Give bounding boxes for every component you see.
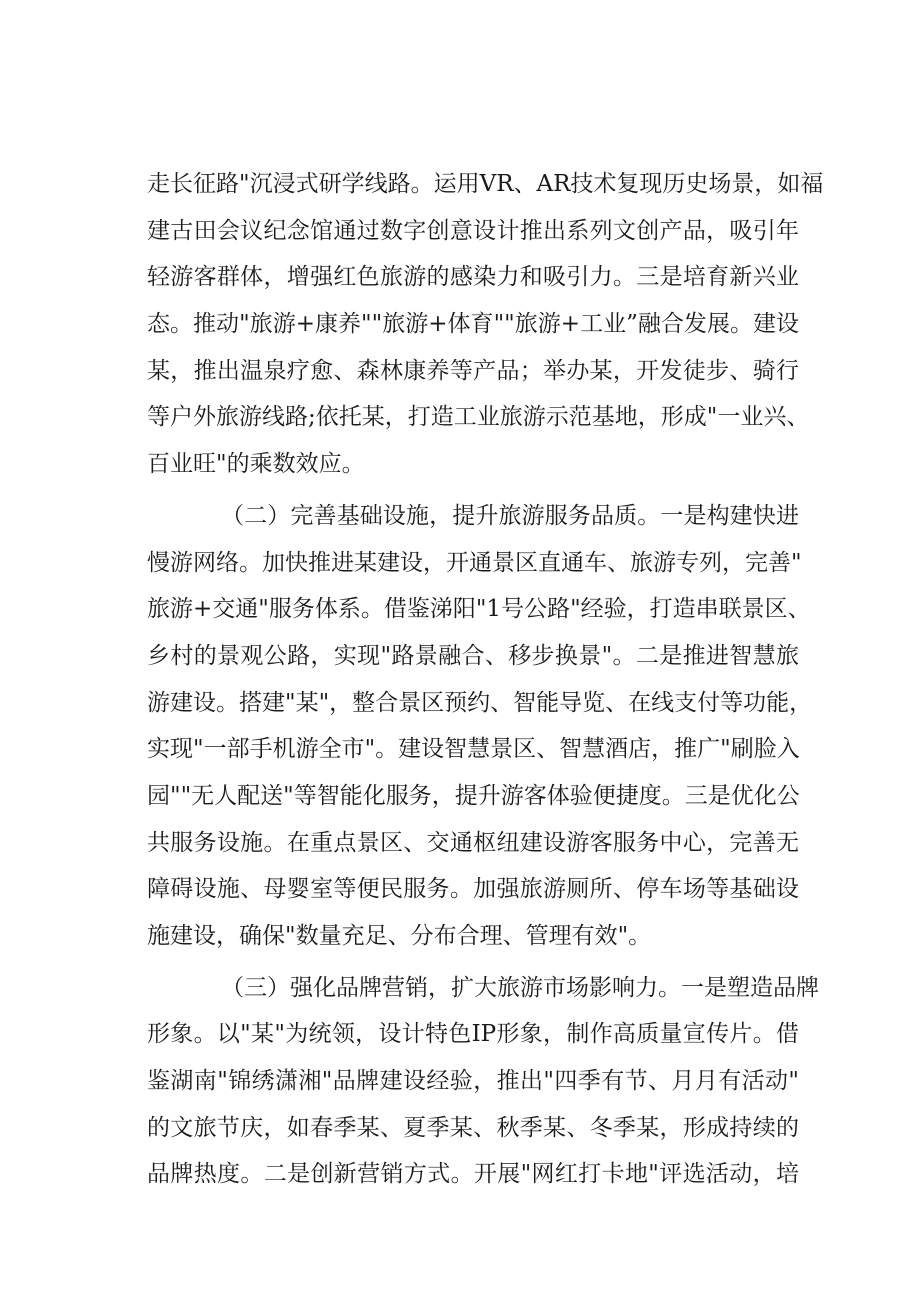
paragraph-line: 施建设，确保"数量充足、分布合理、管理有效"。 — [147, 923, 652, 949]
paragraph-2 — [147, 493, 813, 960]
paragraph-line: 游建设。搭建"某"，整合景区预约、智能导览、在线支付等功能， — [147, 689, 813, 716]
paragraph-line: 某，推出温泉疗愈、森林康养等产品；举办某，开发徒步、骑行 — [147, 357, 799, 384]
paragraph-line: 慢游网络。加快推进某建设，开通景区直通车、旅游专列，完善" — [147, 549, 802, 576]
paragraph-line: 障碍设施、母婴室等便民服务。加强旅游厕所、停车场等基础设 — [147, 876, 799, 903]
paragraph-heading-line: （二）完善基础设施，提升旅游服务品质。一是构建快进 — [221, 502, 799, 529]
paragraph-line: 鉴湖南"锦绣潇湘"品牌建设经验，推出"四季有节、月月有活动" — [147, 1068, 799, 1095]
paragraph-line: 等户外旅游线路;依托某，打造工业旅游示范基地，形成"一业兴、 — [147, 404, 810, 431]
paragraph-line: 形象。以"某"为统领，设计特色IP形象，制作高质量宣传片。借 — [147, 1021, 799, 1048]
paragraph-line: 乡村的景观公路，实现"路景融合、移步换景"。二是推进智慧旅 — [147, 642, 799, 669]
paragraph-line: 态。推动"旅游+康养""旅游+体育""旅游+工业”融合发展。建设 — [147, 311, 799, 338]
paragraph-1 — [147, 161, 824, 488]
paragraph-line: 的文旅节庆，如春季某、夏季某、秋季某、冬季某，形成持续的 — [147, 1114, 799, 1141]
paragraph-line: 建古田会议纪念馆通过数字创意设计推出系列文创产品，吸引年 — [147, 217, 799, 244]
paragraph-line: 百业旺"的乘数效应。 — [147, 451, 365, 478]
paragraph-line: 旅游+交通"服务体系。借鉴涕阳"1号公路"经验，打造串联景区、 — [147, 596, 811, 623]
paragraph-line: 实现"一部手机游全市"。建设智慧景区、智慧酒店，推广"刷脸入 — [147, 736, 800, 763]
paragraph-line: 品牌热度。二是创新营销方式。开展"网红打卡地"评选活动，培 — [147, 1161, 799, 1188]
paragraph-line: 共服务设施。在重点景区、交通枢纽建设游客服务中心，完善无 — [147, 829, 799, 856]
paragraph-heading-line: （三）强化品牌营销，扩大旅游市场影响力。一是塑造品牌 — [221, 974, 819, 1001]
paragraph-line: 走长征路"沉浸式研学线路。运用VR、AR技术复现历史场景，如福 — [147, 171, 824, 197]
document-body — [147, 161, 824, 1198]
paragraph-line: 轻游客群体，增强红色旅游的感染力和吸引力。三是培育新兴业 — [147, 264, 799, 291]
paragraph-3 — [147, 965, 819, 1198]
paragraph-line: 园""无人配送"等智能化服务，提升游客体验便捷度。三是优化公 — [147, 782, 800, 809]
